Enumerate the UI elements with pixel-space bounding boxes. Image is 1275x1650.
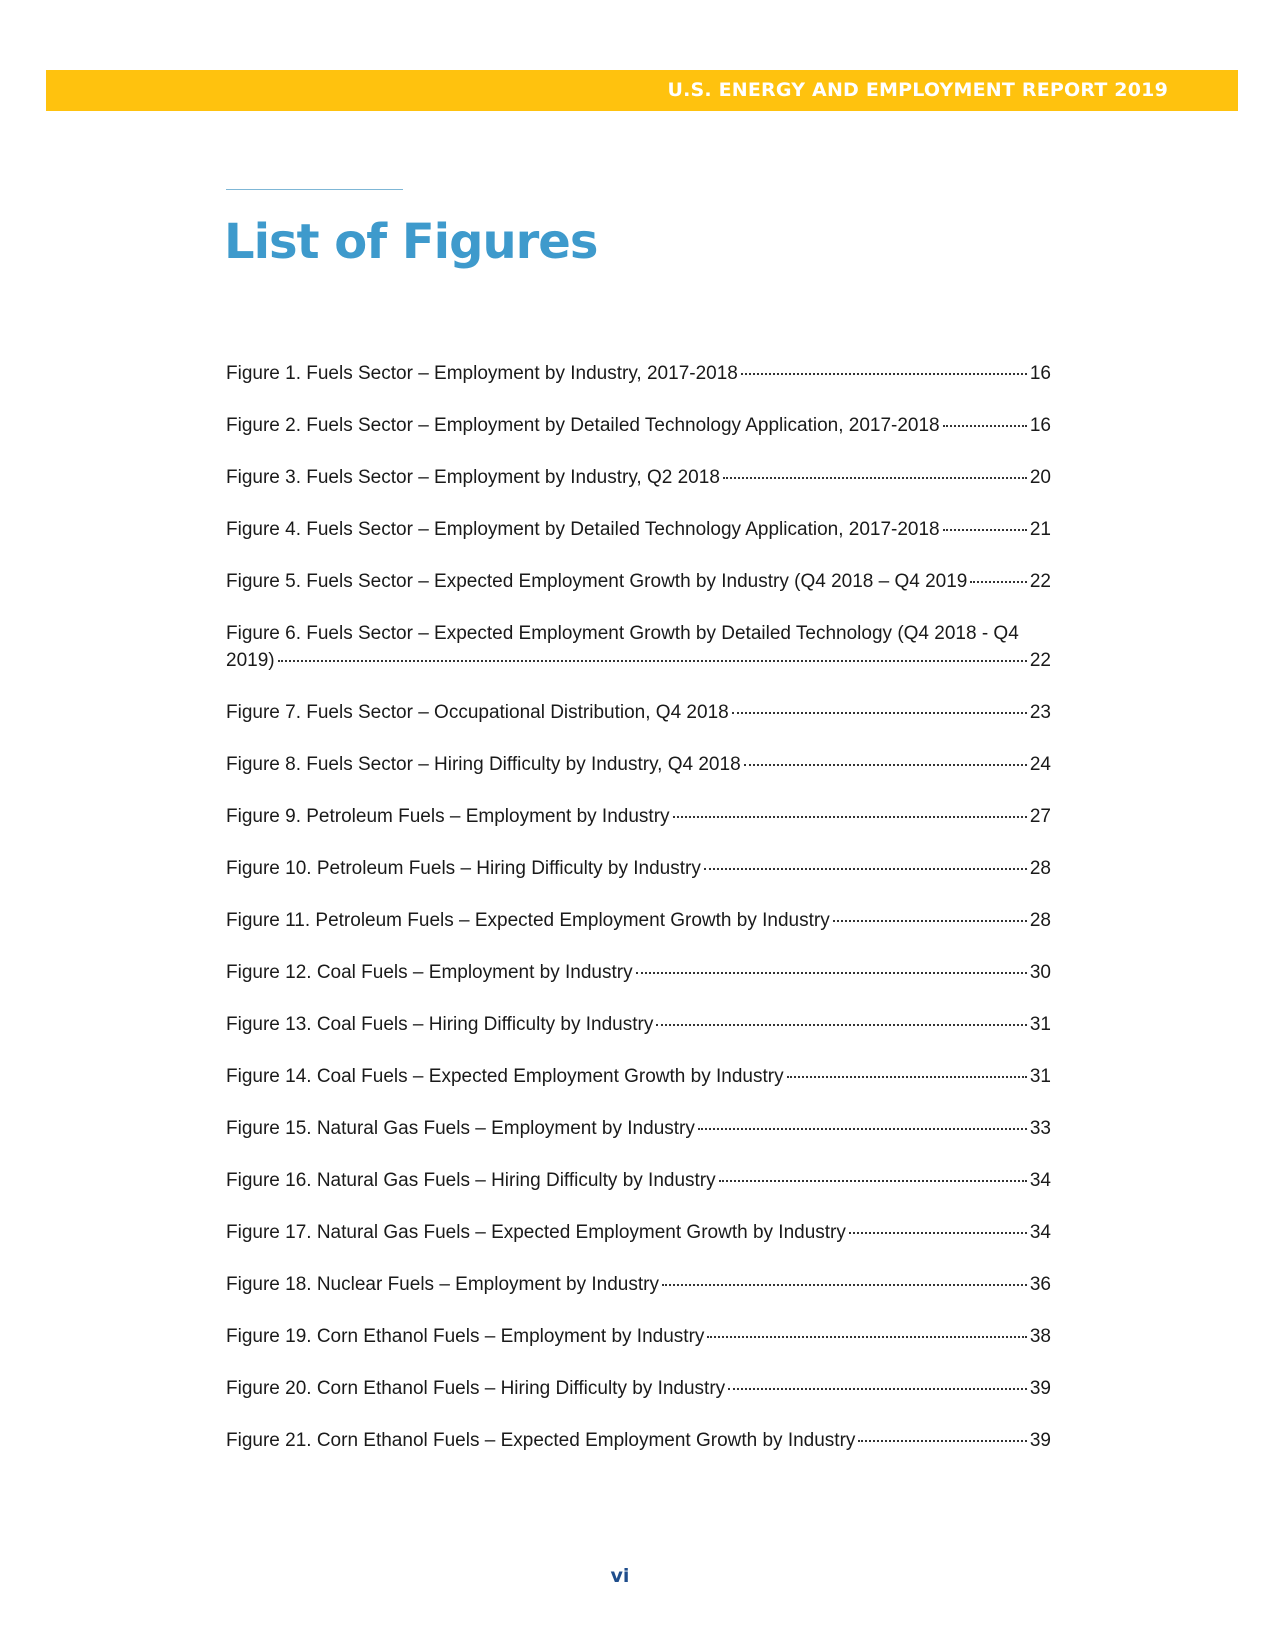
toc-entry-page: 24 — [1029, 754, 1051, 775]
toc-entry-figure-6[interactable] — [226, 620, 1051, 699]
toc-entry-page: 27 — [1029, 806, 1051, 827]
toc-entry-figure-4[interactable] — [226, 516, 1051, 568]
toc-entry-figure-11[interactable] — [226, 907, 1051, 959]
toc-entry-label: Figure 12. Coal Fuels – Employment by Industry — [226, 962, 633, 983]
toc-entry-label: Figure 16. Natural Gas Fuels – Hiring Difficulty by Industry — [226, 1170, 716, 1191]
toc-entry-page: 31 — [1029, 1014, 1051, 1035]
header-band — [46, 70, 1238, 111]
title-rule — [226, 189, 403, 190]
toc-entry-page: 23 — [1029, 702, 1051, 723]
toc-entry-figure-16[interactable] — [226, 1167, 1051, 1219]
toc-entry-label: Figure 3. Fuels Sector – Employment by Industry, Q2 2018 — [226, 467, 720, 488]
toc-entry-label: Figure 15. Natural Gas Fuels – Employment by Industry — [226, 1118, 695, 1139]
toc-entry-figure-7[interactable] — [226, 699, 1051, 751]
toc-entry-figure-9[interactable] — [226, 803, 1051, 855]
toc-entry-figure-15[interactable] — [226, 1115, 1051, 1167]
toc-entry-label-continued: 2019) — [226, 650, 275, 671]
toc-entry-page: 21 — [1029, 519, 1051, 540]
dot-leader — [636, 972, 1027, 974]
dot-leader — [858, 1440, 1026, 1442]
toc-entry-figure-3[interactable] — [226, 464, 1051, 516]
toc-entry-page: 31 — [1029, 1066, 1051, 1087]
toc-entry-label: Figure 18. Nuclear Fuels – Employment by Industry — [226, 1274, 659, 1295]
toc-entry-figure-21[interactable] — [226, 1427, 1051, 1479]
toc-entry-page: 28 — [1029, 910, 1051, 931]
dot-leader — [707, 1336, 1026, 1338]
dot-leader — [732, 712, 1027, 714]
toc-entry-page: 39 — [1029, 1430, 1051, 1451]
toc-entry-label: Figure 19. Corn Ethanol Fuels – Employment by Industry — [226, 1326, 705, 1347]
toc-entry-figure-14[interactable] — [226, 1063, 1051, 1115]
toc-entry-label: Figure 5. Fuels Sector – Expected Employment Growth by Industry (Q4 2018 – Q4 2019 — [226, 571, 968, 592]
toc-entry-figure-1[interactable] — [226, 360, 1051, 412]
toc-entry-label: Figure 9. Petroleum Fuels – Employment by Industry — [226, 806, 670, 827]
toc-entry-figure-20[interactable] — [226, 1375, 1051, 1427]
dot-leader — [698, 1128, 1027, 1130]
toc-entry-page: 22 — [1029, 650, 1051, 671]
dot-leader — [673, 816, 1027, 818]
dot-leader — [728, 1388, 1027, 1390]
toc-entry-label: Figure 1. Fuels Sector – Employment by Industry, 2017-2018 — [226, 363, 738, 384]
page-title: List of Figures — [224, 214, 598, 270]
dot-leader — [719, 1180, 1027, 1182]
toc-entry-label: Figure 20. Corn Ethanol Fuels – Hiring Difficulty by Industry — [226, 1378, 726, 1399]
dot-leader — [278, 660, 1027, 662]
report-title: U.S. ENERGY AND EMPLOYMENT REPORT 2019 — [667, 79, 1168, 101]
toc-entry-page: 16 — [1029, 363, 1051, 384]
dot-leader — [744, 764, 1027, 766]
dot-leader — [943, 425, 1027, 427]
toc-entry-label: Figure 14. Coal Fuels – Expected Employment Growth by Industry — [226, 1066, 784, 1087]
toc-entry-figure-12[interactable] — [226, 959, 1051, 1011]
toc-entry-page: 38 — [1029, 1326, 1051, 1347]
toc-entry-label: Figure 21. Corn Ethanol Fuels – Expected Employment Growth by Industry — [226, 1430, 856, 1451]
toc-entry-page: 22 — [1029, 571, 1051, 592]
toc-entry-label: Figure 6. Fuels Sector – Expected Employment Growth by Detailed Technology (Q4 2018 - Q4 — [226, 623, 1019, 644]
toc-entry-label: Figure 7. Fuels Sector – Occupational Distribution, Q4 2018 — [226, 702, 729, 723]
toc-entry-page: 34 — [1029, 1170, 1051, 1191]
dot-leader — [849, 1232, 1027, 1234]
toc-entry-label: Figure 2. Fuels Sector – Employment by Detailed Technology Application, 2017-2018 — [226, 415, 940, 436]
toc-entry-label: Figure 13. Coal Fuels – Hiring Difficulty by Industry — [226, 1014, 654, 1035]
toc-entry-label: Figure 10. Petroleum Fuels – Hiring Difficulty by Industry — [226, 858, 701, 879]
toc-entry-continuation — [226, 647, 1051, 674]
toc-entry-page: 16 — [1029, 415, 1051, 436]
toc-entry-figure-5[interactable] — [226, 568, 1051, 620]
toc-entry-page: 30 — [1029, 962, 1051, 983]
toc-entry-page: 28 — [1029, 858, 1051, 879]
toc-entry-label: Figure 11. Petroleum Fuels – Expected Employment Growth by Industry — [226, 910, 830, 931]
toc-entry-figure-17[interactable] — [226, 1219, 1051, 1271]
toc-entry-page: 20 — [1029, 467, 1051, 488]
toc-entry-page: 36 — [1029, 1274, 1051, 1295]
toc-entry-figure-19[interactable] — [226, 1323, 1051, 1375]
dot-leader — [787, 1076, 1027, 1078]
toc-entry-label: Figure 8. Fuels Sector – Hiring Difficulty by Industry, Q4 2018 — [226, 754, 741, 775]
list-of-figures — [226, 360, 1051, 1479]
dot-leader — [741, 373, 1027, 375]
page-number: vi — [610, 1565, 630, 1587]
dot-leader — [833, 920, 1027, 922]
dot-leader — [723, 477, 1027, 479]
toc-entry-figure-10[interactable] — [226, 855, 1051, 907]
toc-entry-page: 34 — [1029, 1222, 1051, 1243]
toc-entry-page: 39 — [1029, 1378, 1051, 1399]
toc-entry-figure-8[interactable] — [226, 751, 1051, 803]
dot-leader — [970, 581, 1026, 583]
dot-leader — [656, 1024, 1027, 1026]
dot-leader — [662, 1284, 1027, 1286]
toc-entry-figure-13[interactable] — [226, 1011, 1051, 1063]
toc-entry-label: Figure 17. Natural Gas Fuels – Expected Employment Growth by Industry — [226, 1222, 846, 1243]
toc-entry-page: 33 — [1029, 1118, 1051, 1139]
toc-entry-figure-2[interactable] — [226, 412, 1051, 464]
dot-leader — [704, 868, 1027, 870]
toc-entry-figure-18[interactable] — [226, 1271, 1051, 1323]
toc-entry-label: Figure 4. Fuels Sector – Employment by Detailed Technology Application, 2017-2018 — [226, 519, 940, 540]
dot-leader — [943, 529, 1027, 531]
